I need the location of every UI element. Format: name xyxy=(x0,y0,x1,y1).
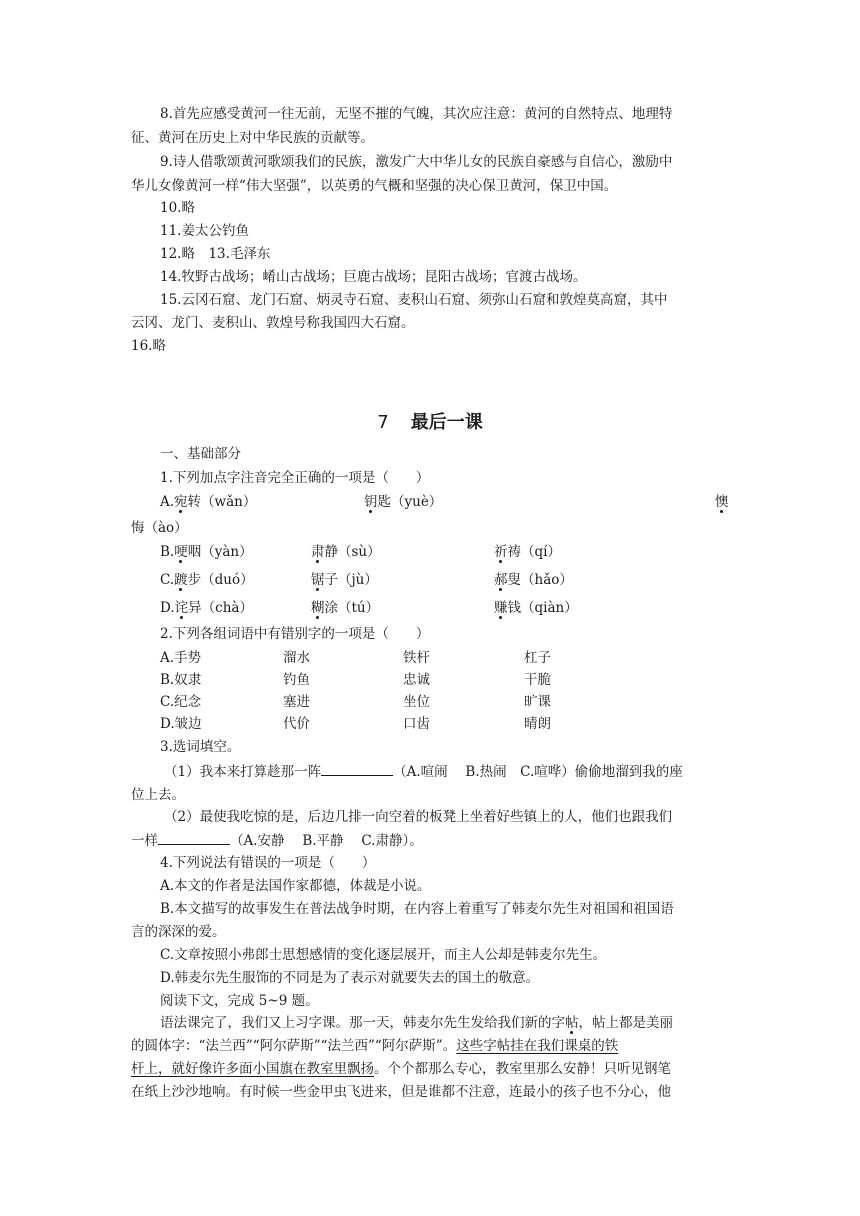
passage-text: ，帖上都是美丽 xyxy=(578,1015,673,1031)
dotted-char: 祈 xyxy=(494,544,508,560)
dotted-char: 哽 xyxy=(174,544,188,560)
section-heading: 一、基础部分 xyxy=(160,446,241,462)
q1-option-d-word-3 xyxy=(494,598,578,618)
q2-row-d-col-2: 代价 xyxy=(283,716,310,732)
answer-11: 11.姜太公钓鱼 xyxy=(160,223,249,239)
pinyin-item: 静（sù） xyxy=(324,544,381,560)
q1-option-d xyxy=(160,598,253,618)
lesson-number: 7 xyxy=(377,412,389,433)
dotted-char: 肃 xyxy=(311,544,325,560)
passage-line-3 xyxy=(131,1059,671,1079)
fill-blank xyxy=(321,761,393,776)
q1-option-a-continued xyxy=(131,518,188,538)
answer-10: 10.略 xyxy=(160,200,195,216)
passage-line-1 xyxy=(160,1013,673,1033)
pinyin-item: 咽（yàn） xyxy=(187,544,253,560)
pinyin-item: 子（jù） xyxy=(324,572,378,588)
q2-row-c-col-1: C.纪念 xyxy=(160,694,202,710)
pinyin-item: 钱（qiàn） xyxy=(507,600,578,616)
passage-line-2 xyxy=(131,1036,618,1056)
q1-option-b-word-2 xyxy=(311,542,381,562)
answer-16: 16.略 xyxy=(131,338,166,354)
q4-option-a: A.本文的作者是法国作家都德，体裁是小说。 xyxy=(160,878,431,894)
q2-row-d-col-3: 口齿 xyxy=(403,716,430,732)
q2-row-a-col-1: A.手势 xyxy=(160,650,202,666)
sentence-fragment: （A.喧闹 B.热闹 C.喧哗）偷偷地溜到我的座 xyxy=(393,764,683,780)
q2-row-b-col-2: 钓鱼 xyxy=(283,672,310,688)
pinyin-item: 叟（hǎo） xyxy=(507,572,573,588)
q4-option-b-line-1: B.本文描写的故事发生在普法战争时期，在内容上着重写了韩麦尔先生对祖国和祖国语 xyxy=(160,901,674,917)
q2-stem: 2.下列各组词语中有错别字的一项是（ ） xyxy=(160,626,430,642)
q1-option-c xyxy=(160,570,254,590)
q2-row-c-col-4: 旷课 xyxy=(524,694,551,710)
q3-part-1-line-1 xyxy=(164,761,683,782)
dotted-char: 懊 xyxy=(715,494,729,510)
sentence-fragment: 一样 xyxy=(131,833,158,849)
q2-row-d-col-4: 晴朗 xyxy=(524,716,551,732)
q2-row-c-col-2: 塞进 xyxy=(283,694,310,710)
lesson-title-text: 最后一课 xyxy=(410,412,483,433)
q2-row-a-col-4: 杠子 xyxy=(524,650,551,666)
passage-text: 的圆体字：“法兰西”“阿尔萨斯”“法兰西”“阿尔萨斯”。 xyxy=(131,1038,457,1054)
lesson-title xyxy=(0,408,860,434)
answer-8-line-2: 征、黄河在历史上对中华民族的贡献等。 xyxy=(131,130,374,146)
passage-text: 。个个都那么专心，教室里那么安静！只听见钢笔 xyxy=(374,1061,671,1077)
dotted-char: 郝 xyxy=(494,572,508,588)
q2-row-c-col-3: 坐位 xyxy=(403,694,430,710)
underlined-sentence: 这些字帖挂在我们课桌的铁 xyxy=(456,1038,619,1054)
option-label: B. xyxy=(160,544,175,560)
dotted-char: 帖 xyxy=(565,1015,579,1031)
q1-option-a xyxy=(160,492,256,512)
dotted-char: 踱 xyxy=(174,572,188,588)
pinyin-item: 悔 xyxy=(131,520,145,536)
pinyin-item: （ào） xyxy=(144,520,188,536)
dotted-char: 钥 xyxy=(364,494,378,510)
q1-option-d-word-2 xyxy=(311,598,379,618)
fill-blank xyxy=(158,830,230,845)
pinyin-item: 祷（qí） xyxy=(507,544,561,560)
q4-option-c: C.文章按照小弗郎士思想感情的变化逐层展开，而主人公却是韩麦尔先生。 xyxy=(160,947,607,963)
q1-option-c-word-3 xyxy=(494,570,573,590)
q4-option-b-line-2: 言的深深的爱。 xyxy=(131,924,226,940)
q4-option-d: D.韩麦尔先生服饰的不同是为了表示对就要失去的国土的敬意。 xyxy=(160,970,540,986)
dotted-char: 赚 xyxy=(494,600,508,616)
option-label: A. xyxy=(160,494,175,510)
dotted-char: 锯 xyxy=(311,572,325,588)
passage-text: 语法课完了，我们又上习字课。那一天，韩麦尔先生发给我们新的字 xyxy=(160,1015,565,1031)
sentence-fragment: （1）我本来打算趁那一阵 xyxy=(164,764,322,780)
pinyin-item: 匙（yuè） xyxy=(377,494,443,510)
reading-instruction: 阅读下文，完成 5~9 题。 xyxy=(160,993,319,1009)
answer-9-line-2: 华儿女像黄河一样“伟大坚强”，以英勇的气概和坚强的决心保卫黄河，保卫中国。 xyxy=(131,178,618,194)
option-label: C. xyxy=(160,572,175,588)
sentence-fragment: （A.安静 B.平静 C.肃静）。 xyxy=(230,833,423,849)
answer-14: 14.牧野古战场；崤山古战场；巨鹿古战场；昆阳古战场；官渡古战场。 xyxy=(160,269,587,285)
q2-row-a-col-3: 铁杆 xyxy=(403,650,430,666)
q3-stem: 3.选词填空。 xyxy=(160,739,241,755)
dotted-char: 诧 xyxy=(174,600,189,616)
q2-row-b-col-4: 干脆 xyxy=(524,672,551,688)
q3-part-2-line-1: （2）最使我吃惊的是，后边几排一向空着的板凳上坐着好些镇上的人，他们也跟我们 xyxy=(164,809,673,825)
passage-line-4: 在纸上沙沙地响。有时候一些金甲虫飞进来，但是谁都不注意，连最小的孩子也不分心，他 xyxy=(131,1084,671,1100)
answer-12-13: 12.略 13.毛泽东 xyxy=(160,246,271,262)
answer-9-line-1: 9.诗人借歌颂黄河歌颂我们的民族，激发广大中华儿女的民族自豪感与自信心，激励中 xyxy=(160,154,673,170)
q1-option-a-word-2 xyxy=(364,492,442,512)
q2-row-a-col-2: 溜水 xyxy=(283,650,310,666)
dotted-char: 糊 xyxy=(311,600,325,616)
q3-part-2-line-2 xyxy=(131,830,423,851)
q1-option-c-word-2 xyxy=(311,570,378,590)
pinyin-item: 转（wǎn） xyxy=(187,494,257,510)
underlined-sentence: 杆上，就好像许多面小国旗在教室里飘扬 xyxy=(131,1061,374,1077)
q1-option-b-word-3 xyxy=(494,542,561,562)
q2-row-d-col-1: D.皱边 xyxy=(160,716,202,732)
answer-8-line-1: 8.首先应感受黄河一往无前，无坚不摧的气魄，其次应注意：黄河的自然特点、地理特 xyxy=(160,106,673,122)
q4-stem: 4.下列说法有错误的一项是（ ） xyxy=(160,855,376,871)
q2-row-b-col-1: B.奴隶 xyxy=(160,672,202,688)
pinyin-item: 步（duó） xyxy=(187,572,254,588)
answer-15-line-1: 15.云冈石窟、龙门石窟、炳灵寺石窟、麦积山石窟、须弥山石窟和敦煌莫高窟，其中 xyxy=(160,292,668,308)
answer-15-line-2: 云冈、龙门、麦积山、敦煌号称我国四大石窟。 xyxy=(131,315,415,331)
q1-stem: 1.下列加点字注音完全正确的一项是（ ） xyxy=(160,470,430,486)
option-label: D. xyxy=(160,600,175,616)
q2-row-b-col-3: 忠诚 xyxy=(403,672,430,688)
pinyin-item: 涂（tú） xyxy=(324,600,380,616)
q3-part-1-line-2: 位上去。 xyxy=(131,787,185,803)
q1-option-b xyxy=(160,542,253,562)
dotted-char: 宛 xyxy=(174,494,188,510)
pinyin-item: 异（chà） xyxy=(188,600,253,616)
q1-option-a-word-3 xyxy=(715,492,729,512)
